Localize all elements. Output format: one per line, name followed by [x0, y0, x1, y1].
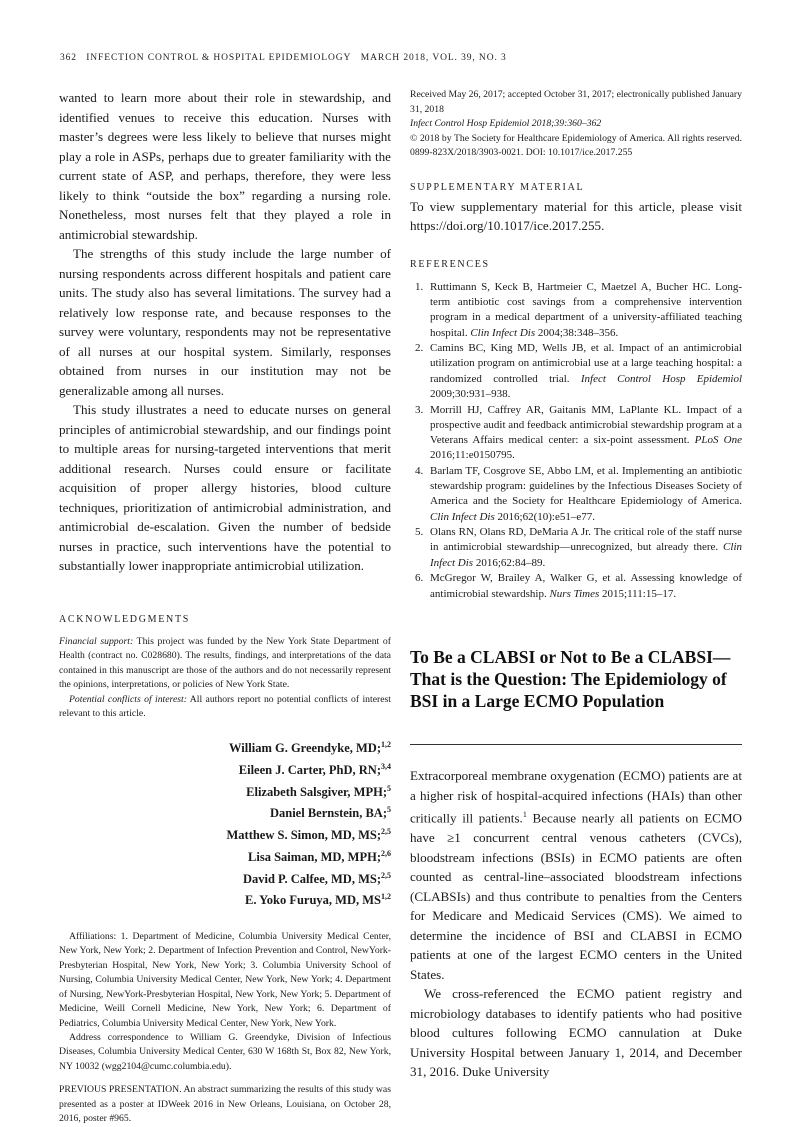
author: Lisa Saiman, MD, MPH;$^{2,6}$ — [248, 848, 391, 864]
author: Eileen J. Carter, PhD, RN;$^{3,4}$ — [238, 761, 391, 777]
conflicts-text: All authors report no potential conflicts of interest relevant to this article. — [59, 693, 391, 720]
received-dates: Received May 26, 2017; accepted October 31, 2017; electronically published January 31, 2018 — [410, 89, 742, 115]
author: Daniel Bernstein, BA;$^5$ — [269, 805, 391, 821]
conflicts-of-interest — [59, 693, 391, 722]
acknowledgments-heading: ACKNOWLEDGMENTS — [59, 613, 191, 625]
issue-info: MARCH 2018, VOL. 39, NO. 3 — [360, 53, 507, 63]
conflicts-label: Potential conflicts of interest: — [69, 693, 187, 705]
right-column — [410, 88, 742, 1082]
reference-item: 6. McGregor W, Brailey A, Walker G, et al. Assessing knowledge of antimicrobial stewardship. Nurs Times 2015;111:15–17. — [415, 572, 742, 600]
reference-item: 3. Morrill HJ, Caffrey AR, Gaitanis MM, LaPlante KL. Impact of a prospective audit and feedback antimicrobial stewardship program at a Veterans Affairs medical center: a six-point assessment. PLoS One 2016;11:e0150795. — [415, 403, 742, 462]
financial-support-text: This project was funded by the New York State Department of Health (contract no. C028680). The results, findings, and interpretations of the data contained in this manuscript are those of the authors and do not necessarily represent the opinions, interpretations, or policies of New York State. — [59, 635, 391, 691]
financial-support-label: Financial support: — [59, 635, 134, 647]
running-head — [60, 53, 507, 63]
page-number: 362 — [60, 53, 77, 63]
article-title: To Be a CLABSI or Not to Be a CLABSI—That is the Question: The Epidemiology of BSI in a Large ECMO Population — [410, 647, 731, 712]
supplementary-heading: SUPPLEMENTARY MATERIAL — [410, 181, 585, 193]
reference-list — [410, 280, 742, 602]
author: David P. Calfee, MD, MS;$^{2,5}$ — [242, 870, 391, 886]
author: Matthew S. Simon, MD, MS;$^{2,5}$ — [226, 827, 391, 843]
body-paragraph: This study illustrates a need to educate nurses on general principles of antimicrobial stewardship, and our findings point to multiple areas for nursing-targeted interventions that merit additional research. Nurses could ensure or facilitate acquisition of proper allergy histories, blood culture techniques, prioritization of antimicrobial administration, and antimicrobial de-escalation. Given the number of bedside nurses in practice, such interventions have the potential to substantially lower inappropriate antimicrobial utilization. — [59, 402, 391, 573]
reference-item: 1. Ruttimann S, Keck B, Hartmeier C, Maetzel A, Bucher HC. Long-term antibiotic cost savings from a comprehensive intervention program in a medical department of a university-affiliated teaching hospital. Clin Infect Dis 2004;38:348–356. — [415, 280, 742, 339]
previous-presentation: PREVIOUS PRESENTATION. An abstract summarizing the results of this study was presented as a poster at IDWeek 2016 in New Orleans, Louisiana, on October 28, 2016, poster #965. — [59, 1084, 391, 1125]
reference-item: 4. Barlam TF, Cosgrove SE, Abbo LM, et al. Implementing an antibiotic stewardship program: guidelines by the Infectious Diseases Society of America and the Society for Healthcare Epidemiology of America. Clin Infect Dis 2016;62(10):e51–e77. — [415, 464, 742, 523]
affiliations: Affiliations: 1. Department of Medicine, Columbia University Medical Center, New York, New York; 2. Department of Infection Prevention and Control, NewYork-Presbyterian Hospital, New York, New York; 3. Columbia University School of Nursing, Columbia University Medical Center, New York, New York; 4. Department of Nursing, NewYork-Presbyterian Hospital, New York, New York; 5. Department of Medicine, Weill Cornell Medicine, New York, New York; 6. Department of Pediatrics, Columbia University Medical Center, New York, New York. — [59, 931, 391, 1029]
body-paragraph: wanted to learn more about their role in stewardship, and identified venues to receive this education. Nurses with master’s degrees were less likely to believe that nurses might play a role in ASPs, perhaps due to greater familiarity with the current state of ASP, and perhaps, therefore, they were less likely to think “outside the box” regarding a nursing role. Nonetheless, most nurses felt that they played a role in antimicrobial stewardship. — [59, 90, 391, 242]
financial-support — [59, 635, 391, 693]
correspondence-address: Address correspondence to William G. Greendyke, Division of Infectious Diseases, Columbia University Medical Center, 630 W 168th St, Box 82, New York, NY 10032 (wgg2104@cumc.columbia.edu). — [59, 1031, 391, 1072]
author: E. Yoko Furuya, MD, MS$^{1,2}$ — [244, 892, 391, 908]
article-paragraph: Extracorporeal membrane oxygenation (ECMO) patients are at a higher risk of hospital-acquired infections (HAIs) than other critically ill patients.$^1$ Because nearly all patients on ECMO have ≥1 concurrent central venous catheters (CVCs), bloodstream infections (BSIs) in ECMO patients are often counted as central-line–associated bloodstream infections (CLABSIs) and thus contribute to penalties from the Centers for Medicare and Medicaid Services (CMS). We aimed to determine the incidence of BSI and CLABSI in ECMO patients at one of the largest ECMO centers in the United States. — [410, 768, 742, 982]
author: Elizabeth Salsgiver, MPH;$^5$ — [246, 783, 391, 799]
supplementary-text: To view supplementary material for this article, please visit https://doi.org/10.1017/ice.2017.255. — [410, 198, 742, 234]
journal-name: INFECTION CONTROL & HOSPITAL EPIDEMIOLOGY — [86, 53, 351, 63]
reference-item: 5. Olans RN, Olans RD, DeMaria A Jr. The critical role of the staff nurse in antimicrobial stewardship—unrecognized, but already there. Clin Infect Dis 2016;62:84–89. — [415, 526, 742, 569]
left-column — [59, 88, 391, 1127]
article-paragraph: We cross-referenced the ECMO patient registry and microbiology databases to identify patients who had positive blood cultures following ECMO cannulation at Duke University Hospital between January 1, 2014, and December 31, 2016. Duke University — [410, 986, 742, 1080]
copyright: © 2018 by The Society for Healthcare Epidemiology of America. All rights reserved. 0899-823X/2018/3903-0021. DOI: 10.1017/ice.2017.255 — [410, 132, 742, 159]
reference-item: 2. Camins BC, King MD, Wells JB, et al. Impact of an antimicrobial utilization program on antimicrobial use at a large teaching hospital: a randomized controlled trial. Infect Control Hosp Epidemiol 2009;30:931–938. — [415, 342, 742, 400]
references-heading: REFERENCES — [410, 258, 490, 270]
body-paragraph: The strengths of this study include the large number of nursing respondents across different hospitals and patient care units. The study also has several limitations. The survey had a relatively low response rate, and because responses to the survey were voluntary, respondents may not be representative of all nurses at our hospital system. Similarly, responses obtained from nurses in our institution may not be generalizable among all nurses. — [59, 246, 391, 398]
author-list — [59, 736, 391, 910]
citation: Infect Control Hosp Epidemiol 2018;39:360–362 — [410, 118, 602, 130]
author: William G. Greendyke, MD;$^{1,2}$ — [229, 740, 391, 756]
